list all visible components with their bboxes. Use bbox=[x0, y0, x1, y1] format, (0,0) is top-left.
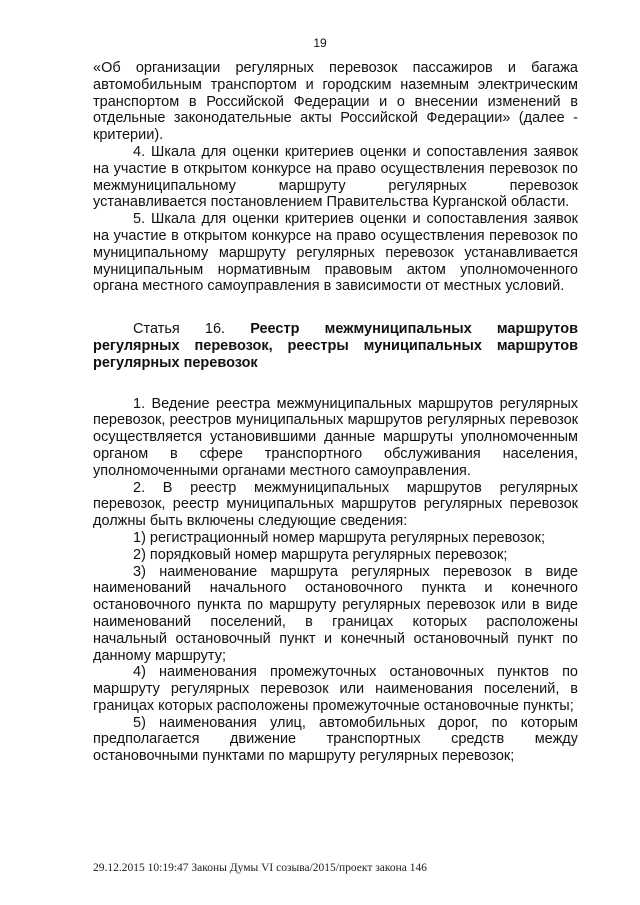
paragraph-part-2: 2. В реестр межмуниципальных маршрутов регулярных перевозок, реестр муниципальных маршрутов регулярных перевозок должны быть включены следующие сведения: bbox=[93, 479, 578, 530]
list-item-3: 3) наименование маршрута регулярных перевозок в виде наименований начального остановочного пункта и конечного остановочного пункта по маршруту регулярных перевозок или в виде наименований поселений, в границах которых расположены начальный остановочный пункт и конечный остановочный пункт по данному маршруту; bbox=[93, 563, 578, 664]
paragraph-part-1: 1. Ведение реестра межмуниципальных маршрутов регулярных перевозок, реестров муниципальных маршрутов регулярных перевозок осуществляется установившими данные маршруты уполномоченным органом в сфере транспортного обслуживания населения, уполномоченными органами местного самоуправления. bbox=[93, 395, 578, 479]
article-title: Реестр межмуниципальных маршрутов регулярных перевозок, реестры муниципальных маршрутов регулярных перевозок bbox=[93, 321, 578, 371]
page-number: 19 bbox=[313, 36, 327, 50]
article-number: Статья 16. bbox=[133, 321, 226, 338]
list-item-2: 2) порядковый номер маршрута регулярных перевозок; bbox=[133, 546, 508, 563]
footer-document-info: 29.12.2015 10:19:47 Законы Думы VI созыва/2015/проект закона 146 bbox=[93, 862, 428, 874]
article-heading bbox=[93, 321, 578, 371]
paragraph-criteria-continuation: «Об организации регулярных перевозок пассажиров и багажа автомобильным транспортом и городским наземным электрическим транспортом в Российской Федерации и о внесении изменений в отдельные законодательные акты Российской Федерации» (далее - критерии). bbox=[93, 60, 578, 144]
paragraph-item-5: 5. Шкала для оценки критериев оценки и сопоставления заявок на участие в открытом конкурсе на право осуществления перевозок по муниципальному маршруту регулярных перевозок устанавливается муниципальным нормативным правовым актом уполномоченного органа местного самоуправления в зависимости от местных условий. bbox=[93, 211, 578, 295]
paragraph-item-4: 4. Шкала для оценки критериев оценки и сопоставления заявок на участие в открытом конкурсе на право осуществления перевозок по межмуниципальному маршруту регулярных перевозок устанавливается постановлением Правительства Курганской области. bbox=[93, 143, 578, 211]
list-item-5: 5) наименования улиц, автомобильных дорог, по которым предполагается движение транспортных средств между остановочными пунктами по маршруту регулярных перевозок; bbox=[93, 714, 578, 765]
list-item-4: 4) наименования промежуточных остановочных пунктов по маршруту регулярных перевозок или наименования поселений, в границах которых расположены промежуточные остановочные пункты; bbox=[93, 664, 578, 714]
document-body bbox=[93, 60, 578, 765]
list-item-1: 1) регистрационный номер маршрута регулярных перевозок; bbox=[133, 529, 545, 546]
